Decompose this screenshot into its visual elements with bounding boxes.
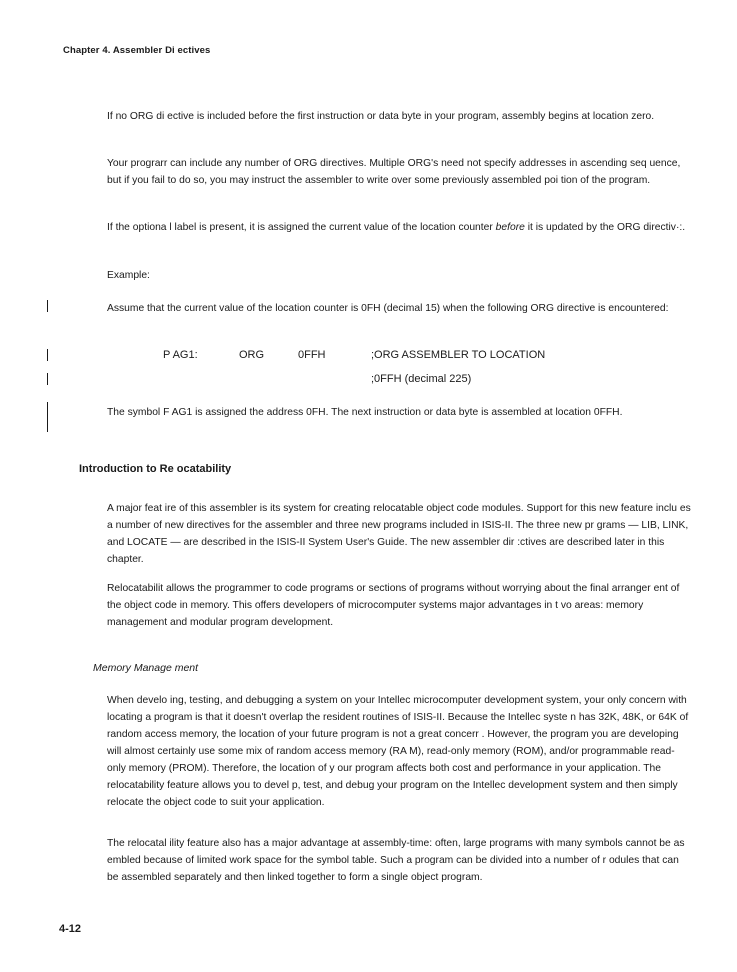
change-bar [47,373,48,385]
paragraph-relocatability-benefits: Relocatabilit allows the programmer to code programs or sections of programs without worrying about the final arranger ent of the object code in memory. This offers developers of microcomputer systems major advantages in t vo areas: memory management and modular program development. [107,583,680,628]
code-opcode: ORG [239,349,265,361]
paragraph-memory-management: When develo ing, testing, and debugging a system on your Intellec microcomputer development system, your only concern with locating a program is that it doesn't overlap the resident routines of ISIS-II. Because the Intellec syste n has 32K, 48K, or 64K of random access memory, the location of your future program is not a great concerr . However, the program you are developing will almost certainly use some mix of random access memory (RA M), read-only memory (ROM), and/or programmable read-only memory (PROM). Therefore, the location of y our program affects both cost and performance in your application. The relocatability feature allows you to devel p, test, and debug your program on the Intellec development system and then simply relocate the object code to suit your application. [107,695,689,808]
subsection-heading: Memory Manage ment [93,662,199,674]
page-number: 4-12 [59,923,82,935]
code-label: P AG1: [163,349,198,361]
code-comment-continued: ;0FFH (decimal 225) [371,373,472,385]
running-head: Chapter 4. Assembler Di ectives [63,45,211,56]
code-operand: 0FFH [298,349,326,361]
paragraph-optional-label-text-2: it is updated by the ORG directiv·:. [524,222,686,233]
change-bar [47,300,48,312]
code-comment: ;ORG ASSEMBLER TO LOCATION [371,349,546,361]
change-bar [47,402,48,432]
paragraph-symbol-assigned: The symbol F AG1 is assigned the address 0FH. The next instruction or data byte is assembled at location 0FFH. [107,407,623,418]
paragraph-assembly-time: The relocatal ility feature also has a major advantage at assembly-time: often, large programs with many symbols cannot be as embled because of limited work space for the symbol table. Such a program can be divided into a number of r odules that can be assembled separately and then linked together to form a single object program. [107,838,685,883]
emphasis-before: before [495,222,525,233]
paragraph-optional-label-text-1: If the optiona l label is present, it is assigned the current value of the location counter [107,222,496,233]
paragraph-org-default: If no ORG di ective is included before the first instruction or data byte in your program, assembly begins at location zero. [107,111,655,122]
change-bar [47,349,48,361]
section-heading: Introduction to Re ocatability [79,463,232,475]
example-label: Example: [107,270,150,281]
paragraph-optional-label [107,219,692,236]
paragraph-relocatable-modules: A major feat ire of this assembler is its system for creating relocatable object code modules. Support for this new feature inclu es a number of new directives for the assembler and three new programs included in ISIS-II. The three new pr grams — LIB, LINK, and LOCATE — are described in the ISIS-II System User's Guide. The new assembler dir :ctives are described later in this chapter. [107,503,691,565]
paragraph-assume: Assume that the current value of the location counter is 0FH (decimal 15) when the following ORG directive is encountered: [107,303,669,314]
paragraph-multiple-org: Your prograrr can include any number of ORG directives. Multiple ORG's need not specify addresses in ascending seq uence, but if you fail to do so, you may instruct the assembler to write over some previously assembled poi tion of the program. [107,158,681,186]
